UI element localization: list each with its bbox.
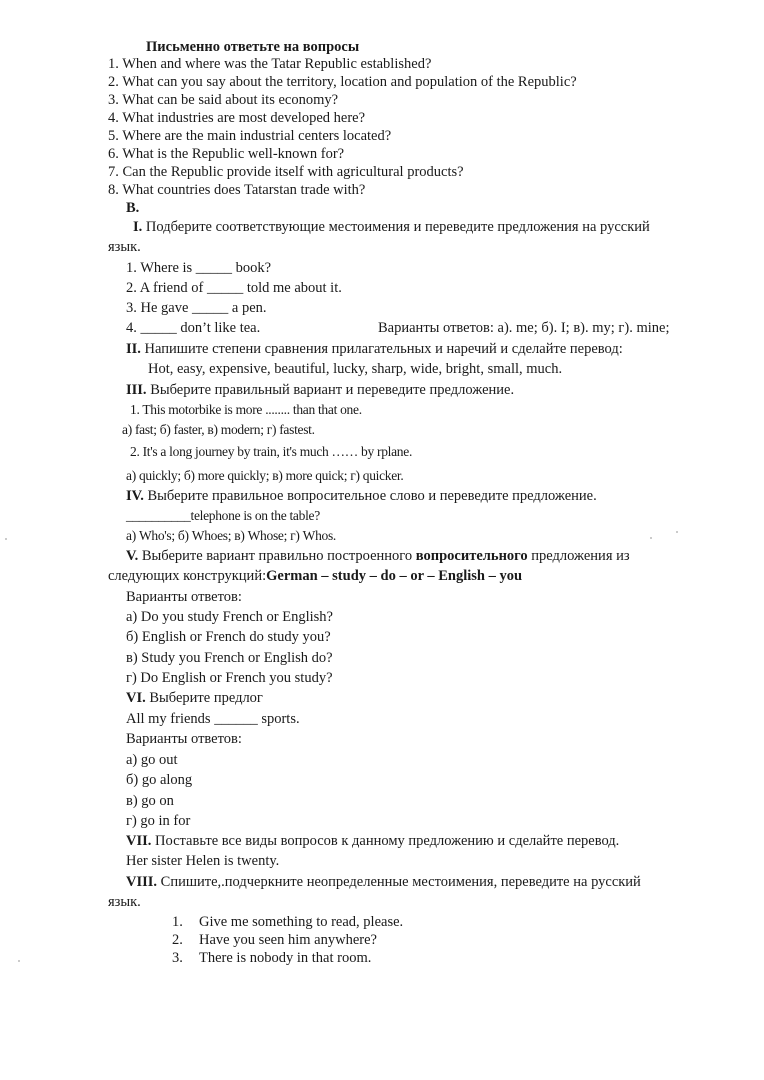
section-3-answers-2: а) quickly; б) more quickly; в) more quick; г) quicker. [126, 468, 404, 483]
section-8-item-3-number: 3. [172, 950, 183, 966]
section-1-title [133, 218, 650, 236]
section-5-construction [108, 567, 522, 585]
section-6-options-label: Варианты ответов: [126, 731, 242, 747]
section-1-item-4: 4. _____ don’t like tea. [126, 320, 261, 336]
section-5-number: V. [126, 548, 139, 564]
section-5-title-end: предложения из [527, 548, 630, 564]
scan-speck [5, 538, 7, 540]
section-8-number: VIII. [126, 874, 158, 890]
section-6-number: VI. [126, 690, 146, 706]
scan-speck [650, 537, 652, 539]
section-7-sentence: Her sister Helen is twenty. [126, 853, 280, 869]
section-8-title-text: Спишите,.подчеркните неопределенные местоимения, переведите на русский [157, 874, 641, 890]
section-7-number: VII. [126, 833, 152, 849]
section-6-option-c: в) go on [126, 793, 174, 809]
section-7-title [126, 832, 619, 850]
section-3-question-2: 2. It's a long journey by train, it's much …… by rplane. [130, 444, 413, 459]
section-4-number: IV. [126, 488, 144, 504]
section-3-number: III. [126, 382, 147, 398]
section-8-item-1-number: 1. [172, 914, 183, 930]
question-3: 3. What can be said about its economy? [108, 92, 339, 108]
section-1-number: I. [133, 219, 143, 235]
section-8-title [126, 873, 641, 891]
section-6-option-b: б) go along [126, 772, 193, 788]
scan-speck [676, 531, 678, 533]
section-8-item-3-text: There is nobody in that room. [199, 950, 372, 966]
question-5: 5. Where are the main industrial centers located? [108, 128, 392, 144]
section-5-construction-words: German – study – do – or – English – you [266, 568, 523, 584]
section-8-item-1-text: Give me something to read, please. [199, 914, 404, 930]
section-1-item-1: 1. Where is _____ book? [126, 260, 272, 276]
section-8-title-cont: язык. [108, 894, 141, 910]
section-6-option-d: г) go in for [126, 813, 191, 829]
question-8: 8. What countries does Tatarstan trade with? [108, 182, 366, 198]
question-6: 6. What is the Republic well-known for? [108, 146, 345, 162]
section-2-title-text: Напишите степени сравнения прилагательных и наречий и сделайте перевод: [140, 341, 623, 357]
section-5-option-d: г) Do English or French you study? [126, 670, 333, 686]
section-1-item-3: 3. He gave _____ a pen. [126, 300, 267, 316]
section-8-item-2-number: 2. [172, 932, 183, 948]
section-5-option-b: б) English or French do study you? [126, 629, 331, 645]
section-1-title-text: Подберите соответствующие местоимения и переведите предложения на русский [142, 219, 650, 235]
section-2-title [126, 340, 623, 358]
section-6-title [126, 689, 263, 707]
section-1-options: Варианты ответов: а). me; б). I; в). my; г). mine; [378, 320, 670, 336]
section-b-label: В. [126, 200, 140, 216]
section-6-title-text: Выберите предлог [145, 690, 263, 706]
section-5-construction-label: следующих конструкций: [108, 568, 267, 584]
section-8-item-2-text: Have you seen him anywhere? [199, 932, 377, 948]
page-heading: Письменно ответьте на вопросы [146, 39, 360, 55]
section-2-number: II. [126, 341, 141, 357]
section-4-answers: а) Who's; б) Whoes; в) Whose; г) Whos. [126, 528, 337, 543]
section-3-title [126, 381, 514, 399]
scan-speck [18, 960, 20, 962]
section-3-question-1: 1. This motorbike is more ........ than that one. [130, 402, 362, 417]
section-5-option-a: а) Do you study French or English? [126, 609, 333, 625]
section-6-question: All my friends ______ sports. [126, 711, 300, 727]
section-5-options-label: Варианты ответов: [126, 589, 242, 605]
section-4-question: __________telephone is on the table? [126, 508, 320, 523]
question-1: 1. When and where was the Tatar Republic established? [108, 56, 432, 72]
section-4-title [126, 487, 597, 505]
section-1-title-cont: язык. [108, 239, 141, 255]
section-4-title-text: Выберите правильное вопросительное слово и переведите предложение. [143, 488, 597, 504]
question-2: 2. What can you say about the territory, location and population of the Republic? [108, 74, 577, 90]
section-2-words: Hot, easy, expensive, beautiful, lucky, sharp, wide, bright, small, much. [148, 361, 563, 377]
section-6-option-a: а) go out [126, 752, 178, 768]
section-5-title [126, 547, 630, 565]
section-5-option-c: в) Study you French or English do? [126, 650, 333, 666]
section-3-title-text: Выберите правильный вариант и переведите предложение. [146, 382, 515, 398]
section-5-title-bold: вопросительного [415, 548, 528, 564]
section-5-title-text: Выберите вариант правильно построенного [138, 548, 416, 564]
section-7-title-text: Поставьте все виды вопросов к данному предложению и сделайте перевод. [151, 833, 620, 849]
question-4: 4. What industries are most developed here? [108, 110, 366, 126]
section-3-answers-1: a) fast; б) faster, в) modern; г) fastest. [122, 422, 315, 437]
section-1-item-2: 2. A friend of _____ told me about it. [126, 280, 342, 296]
question-7: 7. Can the Republic provide itself with agricultural products? [108, 164, 464, 180]
